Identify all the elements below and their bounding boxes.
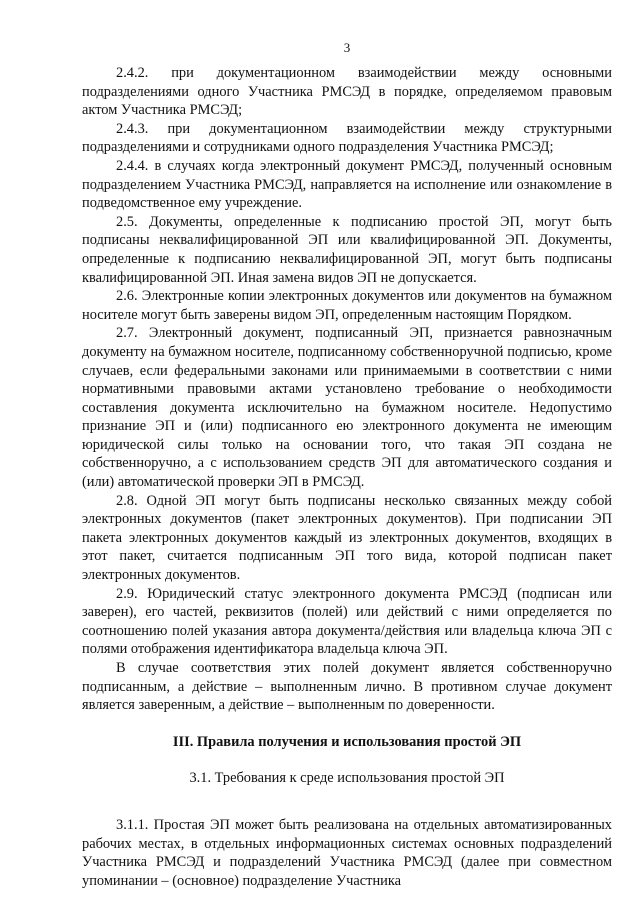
paragraph-2-8: 2.8. Одной ЭП могут быть подписаны несколько связанных между собой электронных документов (пакет электронных документов). При подписании ЭП пакета электронных документов каждый из электронных документов, входящих в этот пакет, считается подписанным ЭП того вида, которой подписан пакет электронных документов.	[82, 492, 612, 584]
page-number: 3	[343, 40, 351, 55]
document-body	[82, 64, 612, 890]
section-heading: III. Правила получения и использования простой ЭП	[172, 733, 522, 750]
paragraph-2-7: 2.7. Электронный документ, подписанный ЭП, признается равнозначным документу на бумажном носителе, подписанному собственноручной подписью, кроме случаев, если федеральными законами или принимаемыми в соответствии с ними нормативными правовыми актами установлено требование о необходимости составления документа исключительно на бумажном носителе. Недопустимо признание ЭП и (или) подписанного ею электронного документа не имеющим юридической силы только на основании того, что такая ЭП создана не собственноручно, а с использованием средств ЭП для автоматического создания и (или) автоматической проверки ЭП в РМСЭД.	[82, 325, 612, 491]
paragraph-3-1-1: 3.1.1. Простая ЭП может быть реализована на отдельных автоматизированных рабочих местах, в отдельных информационных системах основных подразделений Участника РМСЭД и подразделений Участника РМСЭД (далее при совместном упоминании – (основное) подразделение Участника	[82, 816, 612, 889]
subsection-heading: 3.1. Требования к среде использования простой ЭП	[189, 770, 505, 787]
paragraph-2-4-4: 2.4.4. в случаях когда электронный документ РМСЭД, полученный основным подразделением Участника РМСЭД, направляется на исполнение или ознакомление в подведомственное ему учреждение.	[82, 157, 612, 212]
paragraph-2-9-continued: В случае соответствия этих полей документ является собственноручно подписанным, а действие – выполненным лично. В противном случае документ является заверенным, а действие – выполненным по доверенности.	[82, 660, 612, 714]
paragraph-2-4-2: 2.4.2. при документационном взаимодействии между основными подразделениями одного Участника РМСЭД в порядке, определяемом правовым актом Участника РМСЭД;	[82, 65, 612, 119]
paragraph-2-4-3: 2.4.3. при документационном взаимодействии между структурными подразделениями и сотрудниками одного подразделения Участника РМСЭД;	[82, 120, 612, 156]
paragraph-2-9: 2.9. Юридический статус электронного документа РМСЭД (подписан или заверен), его частей, реквизитов (полей) или действий с ними определяется по соотношению полей указания автора документа/действия или владельца ключа ЭП с полями отображения идентификатора владельца ключа ЭП.	[82, 585, 612, 658]
paragraph-2-6: 2.6. Электронные копии электронных документов или документов на бумажном носителе могут быть заверены видом ЭП, определенным настоящим Порядком.	[82, 288, 612, 323]
paragraph-2-5: 2.5. Документы, определенные к подписанию простой ЭП, могут быть подписаны неквалифицированной ЭП или квалифицированной ЭП. Документы, определенные к подписанию неквалифицированной ЭП, могут быть подписаны квалифицированной ЭП. Иная замена видов ЭП не допускается.	[82, 213, 612, 286]
